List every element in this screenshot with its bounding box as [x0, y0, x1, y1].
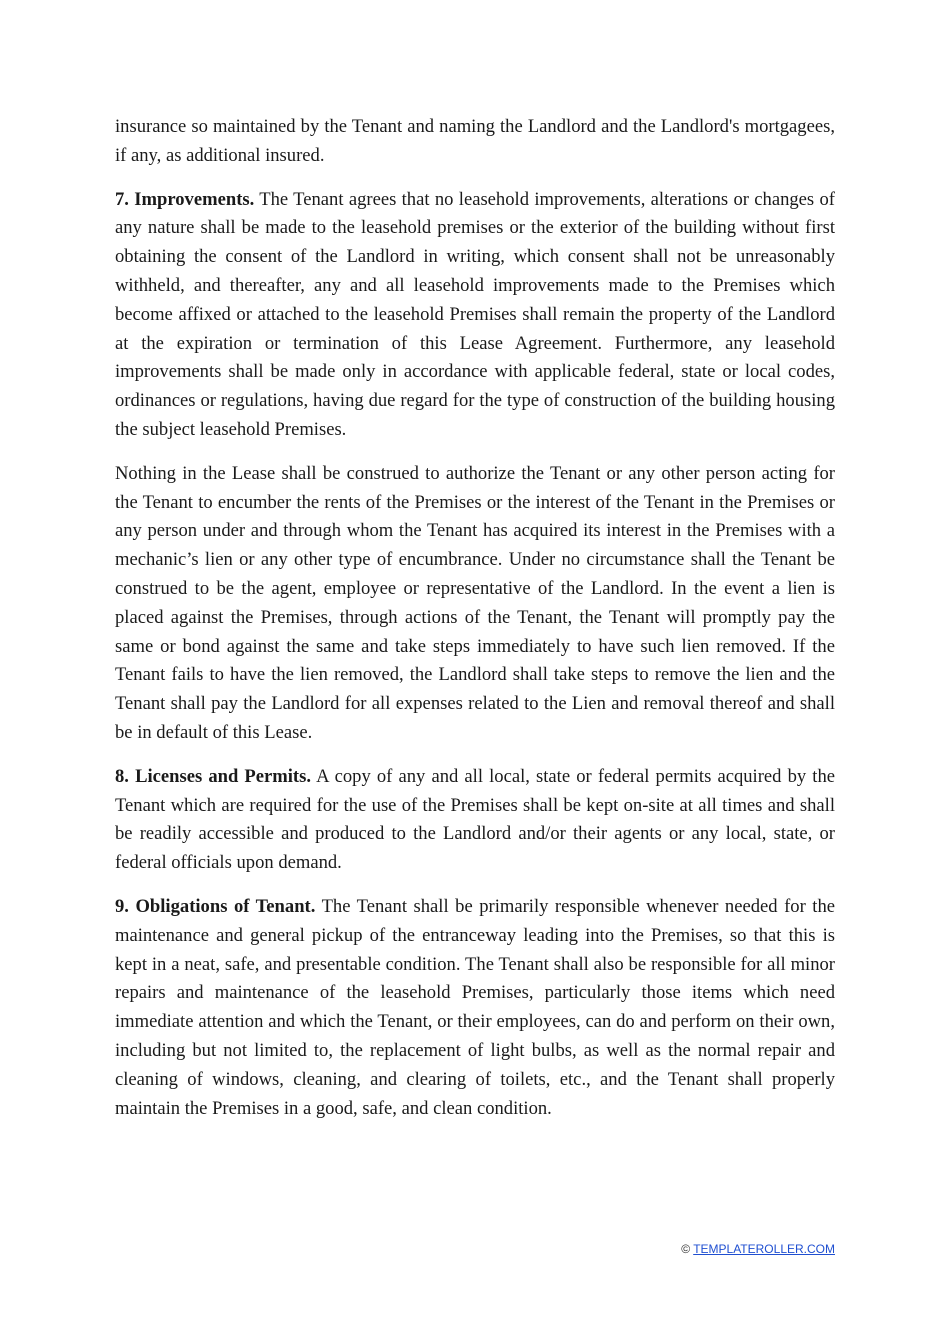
- section-heading: 8. Licenses and Permits.: [115, 765, 312, 787]
- paragraph-text: Nothing in the Lease shall be construed to authorize the Tenant or any other person acting for the Tenant to encumber the rents of the Premises or the interest of the Tenant in the Premises or any person under and through whom the Tenant has acquired its interest in the Premises with a mechanic’s lien or any other type of encumbrance. Under no circumstance shall the Tenant be construed to be the agent, employee or representative of the Landlord. In the event a lien is placed against the Premises, through actions of the Tenant, the Tenant will promptly pay the same or bond against the same and take steps immediately to have such lien removed. If the Tenant fails to have the lien removed, the Landlord shall take steps to remove the lien and the Tenant shall pay the Landlord for all expenses related to the Lien and removal thereof and shall be in default of this Lease.: [115, 462, 835, 743]
- copyright-symbol: ©: [681, 1242, 691, 1256]
- section-7-improvements: [115, 186, 835, 445]
- paragraph-text: The Tenant shall be primarily responsible whenever needed for the maintenance and general pickup of the entranceway leading into the Premises, so that this is kept in a neat, safe, and presentable condition. The Tenant shall also be responsible for all minor repairs and maintenance of the leasehold Premises, particularly those items which need immediate attention and which the Tenant, or their employees, can do and perform on their own, including but not limited to, the replacement of light bulbs, as well as the normal repair and cleaning of windows, cleaning, and clearing of toilets, etc., and the Tenant shall properly maintain the Premises in a good, safe, and clean condition.: [115, 895, 835, 1119]
- paragraph-text: The Tenant agrees that no leasehold improvements, alterations or changes of any nature shall be made to the leasehold premises or the exterior of the building without first obtaining the consent of the Landlord in writing, which consent shall not be unreasonably withheld, and thereafter, any and all leasehold improvements made to the Premises which become affixed or attached to the leasehold Premises shall remain the property of the Landlord at the expiration or termination of this Lease Agreement. Furthermore, any leasehold improvements shall be made only in accordance with applicable federal, state or local codes, ordinances or regulations, having due regard for the type of construction of the building housing the subject leasehold Premises.: [115, 188, 835, 440]
- paragraph-text: A copy of any and all local, state or federal permits acquired by the Tenant which are required for the use of the Premises shall be kept on-site at all times and shall be readily accessible and produced to the Landlord and/or their agents or any local, state, or federal officials upon demand.: [115, 765, 835, 874]
- paragraph-lien: [115, 460, 835, 748]
- footer-copyright: [681, 1242, 835, 1256]
- templateroller-link[interactable]: TEMPLATEROLLER.COM: [693, 1242, 835, 1256]
- section-9-obligations-of-tenant: [115, 893, 835, 1123]
- document-body: [115, 113, 835, 1138]
- paragraph-text: insurance so maintained by the Tenant and naming the Landlord and the Landlord's mortgagees, if any, as additional insured.: [115, 116, 835, 166]
- section-heading: 7. Improvements.: [115, 188, 255, 210]
- paragraph-insurance-continuation: [115, 113, 835, 171]
- section-8-licenses-permits: [115, 763, 835, 878]
- section-heading: 9. Obligations of Tenant.: [115, 895, 316, 917]
